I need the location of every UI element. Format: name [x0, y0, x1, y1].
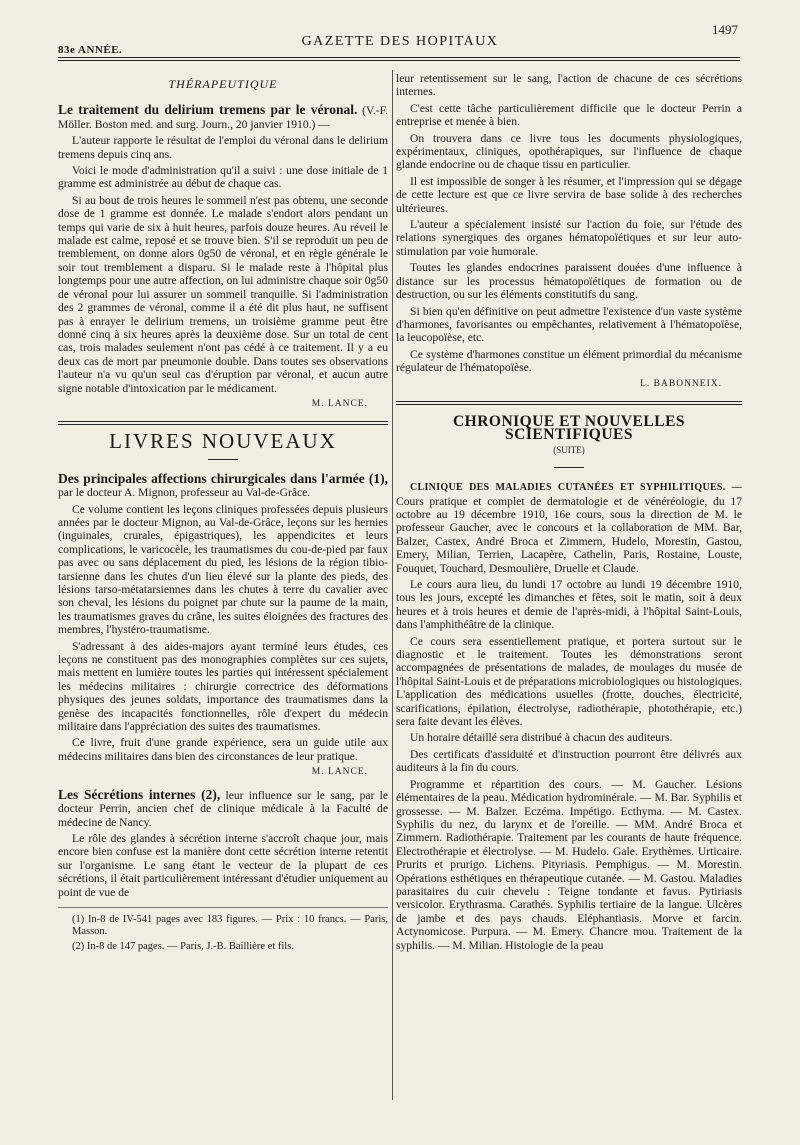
article-affections-para: Ce volume contient les leçons cliniques professées depuis plusieurs années par le docteur Mignon, au Val-de-Grâce, leçons sur les hernies (inguinales, crurales, épigastriques), les appendicites et leurs complications, le varicocèle, les traumatismes du cou-de-pied par faux pas avec ou sans déplacement du pied, les lésions de la région tibio-tarsienne dans les chutes d'un lieu élevé sur la plante des pieds, des lésions tarso-métatarsiennes dans les chutes à terre du cavalier avec son cheval, les lésions du poignet par chute sur la paume de la main, les traumatismes graves du crâne, les suites éloignées des fractures des membres, l'hystéro-traumatisme.: [58, 502, 388, 637]
secretions-cont-para: L'auteur a spécialement insisté sur l'action du foie, sur l'étude des relations synergiques des organes hématopoïétiques et sur leur auto-stimulation par voie humorale.: [396, 218, 742, 258]
page-number: 1497: [712, 22, 738, 37]
article-secretions-heading: [58, 788, 388, 829]
section-chronique-suite: (SUITE): [553, 444, 585, 455]
clinique-para: Un horaire détaillé sera distribué à chacun des auditeurs.: [410, 731, 673, 745]
article-secretions-title: Les Sécrétions internes (2),: [58, 786, 221, 802]
article-veronal-ref: (V.-F. Möller. Boston med. and surg. Journ., 20 janvier 1910.) —: [58, 104, 388, 131]
article-secretions-ref: leur influence sur le sang, par le docteur Perrin, ancien chef de clinique médicale à la Faculté de médecine de Nancy.: [58, 788, 389, 829]
article-affections-para: S'adressant à des aides-majors ayant terminé leurs études, ces leçons ne constituent pas des monographies complètes sur ces sujets, mais mettent en lumière toutes les parties qui intéressent spécialement les médecins militaires : chirurgie correctrice des déformations physiques des jeunes soldats, importance des traumatismes dans la genèse des incapacités fonctionnelles, rôle d'expert du médecin militaire dans l'appréciation des suites des traumatismes.: [58, 639, 388, 734]
article-veronal-para: Si au bout de trois heures le sommeil n'est pas obtenu, une seconde dose de 1 gramme est donnée. Le malade s'endort alors pendant un temps qui varie de six à huit heures, parfois douze heures. Au réveil le malade est calme, reposé et se trouve bien. S'il se reproduit un peu de tremblement, on donne alors 0g50 de véronal, et en règle générale le soir tout tremblement a disparu. Si le malade reste à l'hôpital plus longtemps pour une autre affection, on lui administre chaque soir 0g50 de véronal pour lui assurer un sommeil tranquille. Si l'administration des 2 grammes de véronal, comme il a été dit plus haut, ne suffisent pas à enrayer le delirium tremens, un troisième gramme peut être donné cinq à six heures après la deuxième dose. Sur un total de cent cas, trois malades seulement n'ont pas cédé à ce traitement. Il y a eu deux cas de mort par pneumonie double. Dans toutes ses observations l'auteur n'a vu qu'un seul cas d'éruption par véronal, et aucun autre signe notable d'intoxication par le médicament.: [58, 193, 388, 395]
secretions-cont-para: On trouvera dans ce livre tous les documents physiologiques, expérimentaux, cliniques, opothérapiques, sur l'influence de chaque glande endocrine ou de chaque tissu en particulier.: [396, 131, 742, 172]
section-livres-nouveaux: LIVRES NOUVEAUX: [109, 429, 337, 454]
secretions-cont-para: Toutes les glandes endocrines paraissent douées d'une influence à distance sur les processus hématopoïétiques de formation ou de destruction, ou sur les éléments constitutifs du sang.: [396, 261, 742, 302]
signature-lance: M. LANCE.: [311, 398, 368, 409]
article-affections-heading: [58, 472, 388, 500]
article-veronal-para: Voici le mode d'administration qu'il a suivi : une dose initiale de 1 gramme est administrée au début de chaque cas.: [58, 164, 388, 191]
article-veronal-para: L'auteur rapporte le résultat de l'emploi du véronal dans le delirium tremens depuis cinq ans.: [58, 134, 388, 161]
section-chronique: CHRONIQUE ET NOUVELLES SCIENTIFIQUES: [452, 412, 686, 444]
right-column: [396, 72, 742, 955]
column-divider: [392, 70, 393, 1100]
footnote: (1) In-8 de IV-541 pages avec 183 figures. — Prix : 10 francs. — Paris, Masson.: [72, 913, 388, 938]
left-column: [58, 72, 388, 955]
article-affections-title: Des principales affections chirurgicales dans l'armée (1),: [58, 470, 388, 486]
short-rule: [208, 459, 238, 460]
article-affections-para: Ce livre, fruit d'une grande expérience, sera un guide utile aux médecins militaires dans bien des circonstances de leur pratique.: [58, 736, 388, 763]
clinique-text: Cours pratique et complet de dermatologie et de vénéréologie, du 17 octobre au 19 décembre 1910, 16e cours, sous la direction de M. le professeur Gaucher, avec le concours et la collaboration de MM. Bar, Balzer, Castex, André Broca et Zimmern, Hudelo, Morestin, Gastou, Emery, Milian, Terrien, Lacapère, Cathelin, Paris, Rostaine, Louste, Fouquet, Touchard, Desmoulière, Druelle et Claude.: [396, 494, 742, 575]
signature-lance-2: M. LANCE.: [311, 767, 368, 778]
signature-babonneix: L. BABONNEIX.: [640, 378, 722, 389]
secretions-cont-para: leur retentissement sur le sang, l'action de chacune de ces sécrétions internes.: [396, 72, 742, 99]
clinique-para: Le cours aura lieu, du lundi 17 octobre au lundi 19 décembre 1910, tous les jours, excepté les dimanches et fêtes, soit le matin, soit à deux heures et à trois heures et demie de l'après-midi, à l'hôpital Saint-Louis, dans l'amphithéâtre de la clinique.: [396, 578, 742, 632]
article-secretions-para: Le rôle des glandes à sécrétion interne s'accroît chaque jour, mais encore bien confuse est la manière dont cette sécrétion interne retentit sur l'organisme. Le sang étant le vecteur de la plupart de ces sécrétions, il était particulièrement intéressant d'étudier uniquement au point de vue de: [58, 831, 388, 899]
clinique-heading: CLINIQUE DES MALADIES CUTANÉES ET SYPHILITIQUES. —: [410, 482, 742, 494]
section-rule: [58, 421, 388, 425]
issue-year: 83e ANNÉE.: [58, 44, 123, 56]
article-veronal-title: Le traitement du delirium tremens par le véronal.: [58, 102, 358, 118]
secretions-cont-para: Il est impossible de songer à les résumer, et l'impression qui se dégage de cette lecture est que ce livre servira de base solide à des recherches ultérieures.: [396, 174, 742, 215]
clinique-para: Des certificats d'assiduité et d'instruction pourront être délivrés aux auditeurs à la fin du cours.: [396, 747, 742, 775]
clinique-para-1: [396, 480, 742, 575]
footnote: (2) In-8 de 147 pages. — Paris, J.-B. Baillière et fils.: [72, 940, 294, 952]
article-veronal-heading: [58, 103, 388, 131]
section-therapeutique: THÉRAPEUTIQUE: [168, 77, 278, 91]
header-rule-2: [58, 60, 740, 61]
secretions-cont-para: C'est cette tâche particulièrement difficile que le docteur Perrin a entreprise et menée à bien.: [396, 101, 742, 129]
journal-title: GAZETTE DES HOPITAUX: [301, 34, 499, 49]
secretions-cont-para: Ce système d'harmones constitue un élément primordial du mécanisme régulateur de l'hématopoïèse.: [396, 347, 742, 375]
clinique-programme: Programme et répartition des cours. — M. Gaucher. Lésions élémentaires de la peau. Médication hydrominérale. — M. Bar. Syphilis et grossesse. — M. Balzer. Eczéma. Impétigo. Ecthyma. — M. Castex. Syphilis du nez, du larynx et de l'oreille. — MM. André Broca et Zimmern. Radiothérapie. Traitement par les courants de haute fréquence. Electrothérapie et électrolyse. — M. Hudelo. Gale. Erythèmes. Urticaire. Prurits et prurigo. Lichens. Pityriasis. Pemphigus. — M. Morestin. Opérations esthétiques en thérapeutique cutanée. — M. Gastou. Maladies parasitaires du cuir chevelu : Teigne tondante et favus. Pytiriasis versicolor. Erythrasma. Carathés. Syphilis tertiaire de la langue. Ulcères de jambe et des pays chauds. Eléphantiasis. Morve et farcin. Actynomicose. Purpura. — M. Emery. Chancre mou. Traitement de la syphilis. — M. Milian. Histologie de la peau: [396, 777, 742, 952]
section-rule-right: [396, 401, 742, 405]
article-affections-ref: par le docteur A. Mignon, professeur au Val-de-Grâce.: [58, 486, 311, 500]
clinique-para: Ce cours sera essentiellement pratique, et portera surtout sur le diagnostic et le traitement. Toutes les démonstrations seront accompagnées de présentations de malades, de moulages du musée de l'hôpital Saint-Louis et de préparations microbiologiques ou histologiques. L'application des médications usuelles (frotte, douches, électricité, scarifications, épilation, électrolyse, radiothérapie, photothérapie, etc.) sera faite devant les élèves.: [396, 634, 742, 729]
footnotes: [58, 907, 388, 954]
header-rule: [58, 57, 740, 58]
short-rule-right: [554, 467, 584, 468]
secretions-cont-para: Si bien qu'en définitive on peut admettre l'existence d'un vaste système d'harmones, favorisantes ou empêchantes, relativement à l'hématopoïèse, la leucopoïèse, etc.: [396, 304, 742, 345]
